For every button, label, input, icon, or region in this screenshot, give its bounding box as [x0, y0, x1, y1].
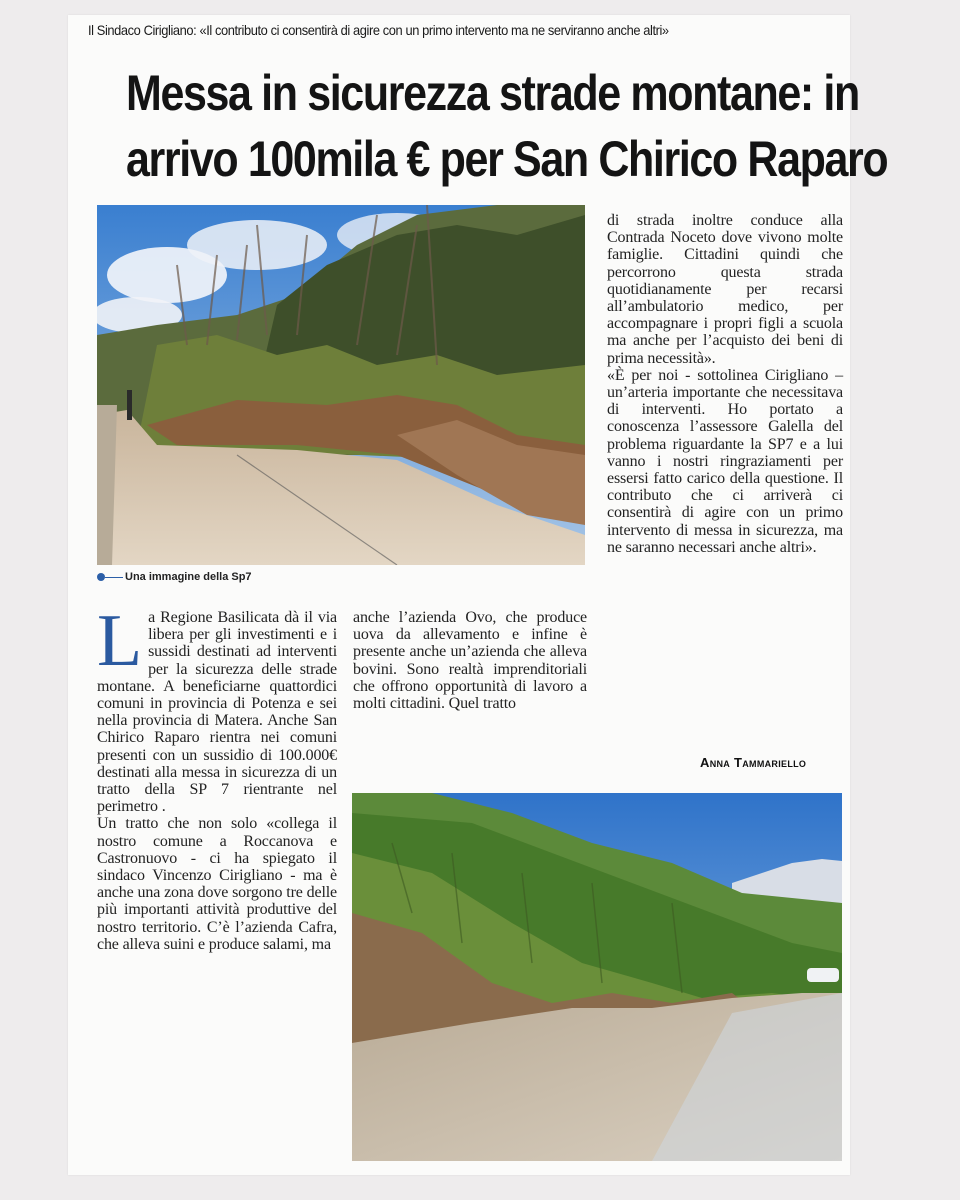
caption-bullet-icon [97, 573, 105, 581]
column-1-lead-paragraph: a Regione Basilicata dà il via libera per gli investimenti e i sussidi destinati ad interventi per la sicurezza delle strade montane. A beneficiarne quattordici comuni in provincia di Potenza e sei nella provincia di Matera. Anche San Chirico Raparo rientra nei comuni presenti con un sussidio di 100.000€ destinati alla messa in sicurezza di un tratto della SP 7 rientrante nel perimetro . [97, 609, 337, 816]
headline-line-2: arrivo 100mila € per San Chirico Raparo [126, 131, 888, 187]
article-column-1 [97, 600, 337, 1169]
article-column-2 [353, 609, 587, 712]
caption-rule [105, 577, 123, 578]
article-column-3 [607, 212, 843, 556]
column-3-paragraph-1: di strada inoltre conduce alla Contrada Noceto dove vivono molte famiglie. Cittadini quindi che percorrono questa strada quotidianamente per recarsi all’ambulatorio medico, per accompagnare i propri figli a scuola ma anche per l’acquisto dei beni di prima necessità». [607, 212, 843, 367]
article-byline: Anna Tammariello [700, 755, 807, 770]
drop-cap: L [97, 600, 143, 682]
caption-text: Una immagine della Sp7 [125, 571, 252, 583]
headline-line-1: Messa in sicurezza strade montane: in [126, 65, 859, 121]
column-2-paragraph-1: anche l’azienda Ovo, che produce uova da allevamento e infine è presente anche un’azienda che alleva bovini. Sono realtà imprenditoriali che offrono opportunità di lavoro a molti cittadini. Quel tratto [353, 609, 587, 713]
article-headline [70, 60, 888, 192]
landslide-road-photo [97, 205, 585, 565]
column-1-paragraph-2: Un tratto che non solo «collega il nostro comune a Roccanova e Castronuovo - ci ha spiegato il sindaco Vincenzo Cirigliano - ma è anche una zona dove sorgono tre delle più importanti attività produttive del nostro territorio. C’è l’azienda Cafra, che alleva suini e produce salami, ma [97, 815, 337, 953]
column-3-paragraph-2: «È per noi - sottolinea Cirigliano – un’arteria importante che necessitava di interventi. Ho portato a conoscenza l’assessore Galella del problema riguardante la SP7 e a lui vanno i nostri ringraziamenti per essersi fatto carico della questione. Il contributo che ci arriverà ci consentirà di agire con un primo intervento di messa in sicurezza, ma ne saranno necessari anche altri». [607, 366, 843, 556]
photo-caption [97, 571, 252, 583]
article-kicker: Il Sindaco Cirigliano: «Il contributo ci consentirà di agire con un primo intervento ma ne serviranno anche altri» [88, 22, 669, 38]
roadside-slope-photo [352, 793, 842, 1161]
